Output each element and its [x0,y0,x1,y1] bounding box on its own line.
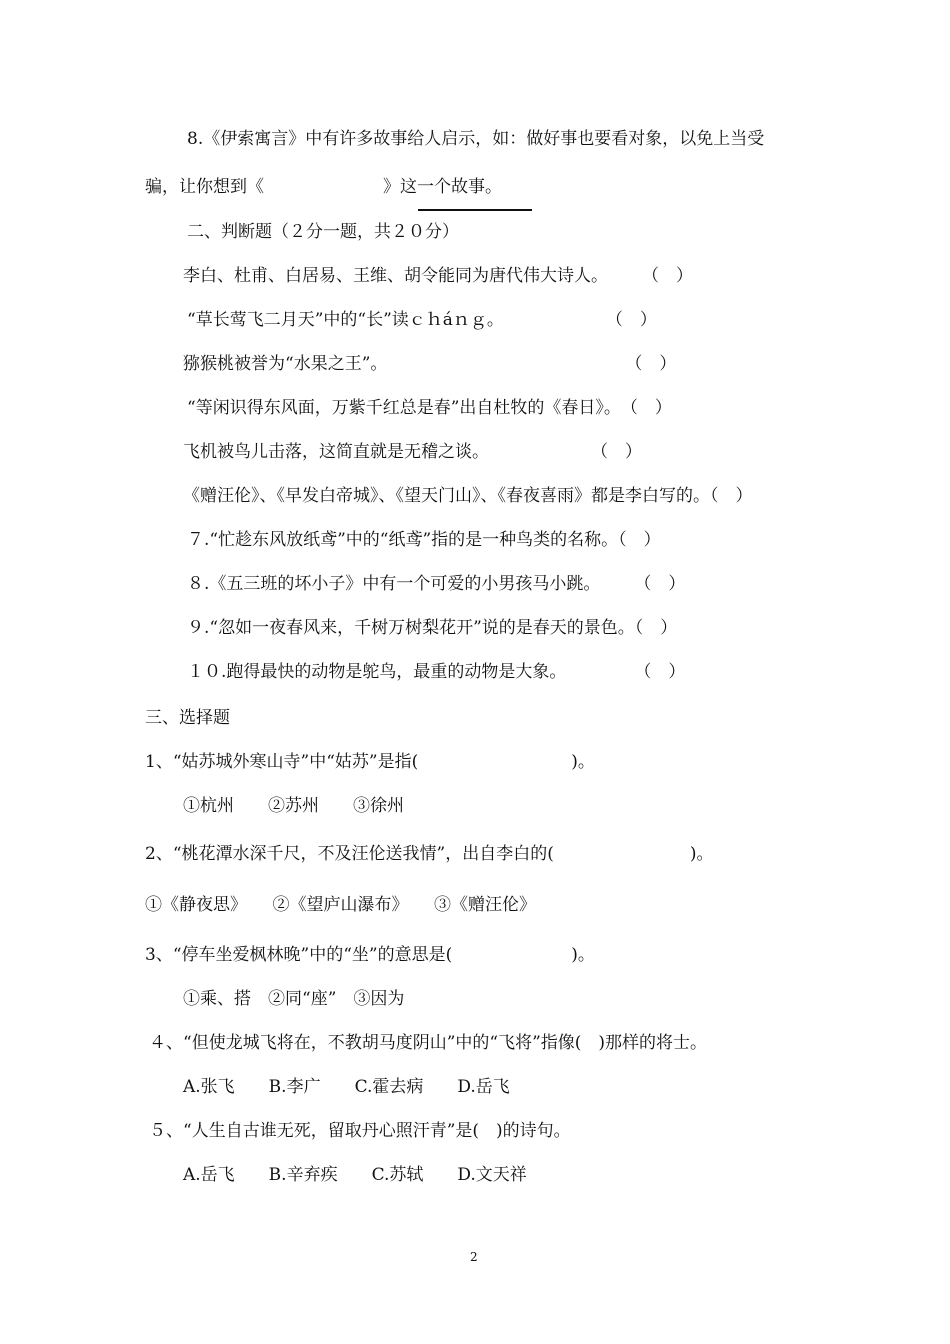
judgement-item-6: 《赠汪伦》、《早发白帝城》、《望天门山》、《春夜喜雨》都是李白写的。（ ） [183,486,753,506]
choice-question-3: 3、“停车坐爱枫林晚”中的“坐”的意思是( )。 [145,945,595,965]
answer-underline [418,209,532,211]
judgement-item-10: １０.跑得最快的动物是鸵鸟，最重的动物是大象。 （ ） [187,662,686,682]
choice-question-1: 1、“姑苏城外寒山寺”中“姑苏”是指( )。 [145,752,595,772]
judgement-item-9: ９.“忽如一夜春风来，千树万树梨花开”说的是春天的景色。（ ） [187,618,678,638]
judgement-item-1: 李白、杜甫、白居易、王维、胡令能同为唐代伟大诗人。 （ ） [183,266,693,286]
q8-fill-line1: 8.《伊索寓言》中有许多故事给人启示，如：做好事也要看对象，以免上当受 [187,129,765,149]
choice-options-4: A.张飞 B.李广 C.霍去病 D.岳飞 [183,1077,510,1097]
judgement-item-4: “等闲识得东风面，万紫千红总是春”出自杜牧的《春日》。 （ ） [187,398,672,418]
choice-question-2: 2、“桃花潭水深千尺，不及汪伦送我情”，出自李白的( )。 [145,844,714,864]
choice-question-4: ４、“但使龙城飞将在，不教胡马度阴山”中的“飞将”指像( )那样的将士。 [149,1033,708,1053]
judgement-item-2: “草长莺飞二月天”中的“长”读ｃｈáｎｇ。 （ ） [187,310,657,330]
q8-fill-line2: 骗，让你想到《 》这一个故事。 [145,177,502,197]
section2-heading: 二、判断题（２分一题，共２０分） [187,222,459,242]
section3-heading: 三、选择题 [145,708,230,728]
choice-options-2: ①《静夜思》 ②《望庐山瀑布》 ③《赠汪伦》 [145,895,536,915]
choice-question-5: ５、“人生自古谁无死，留取丹心照汗青”是( )的诗句。 [149,1121,571,1141]
judgement-item-3: 猕猴桃被誉为“水果之王”。 （ ） [183,354,677,374]
choice-options-5: A.岳飞 B.辛弃疾 C.苏轼 D.文天祥 [183,1165,527,1185]
page-number: 2 [470,1250,478,1264]
choice-options-1: ①杭州 ②苏州 ③徐州 [183,796,404,816]
choice-options-3: ①乘、搭 ②同“座” ③因为 [183,989,405,1009]
judgement-item-7: ７.“忙趁东风放纸鸢”中的“纸鸢”指的是一种鸟类的名称。（ ） [187,530,661,550]
judgement-item-8: ８.《五三班的坏小子》中有一个可爱的小男孩马小跳。 （ ） [187,574,686,594]
judgement-item-5: 飞机被鸟儿击落，这简直就是无稽之谈。 （ ） [183,442,642,462]
